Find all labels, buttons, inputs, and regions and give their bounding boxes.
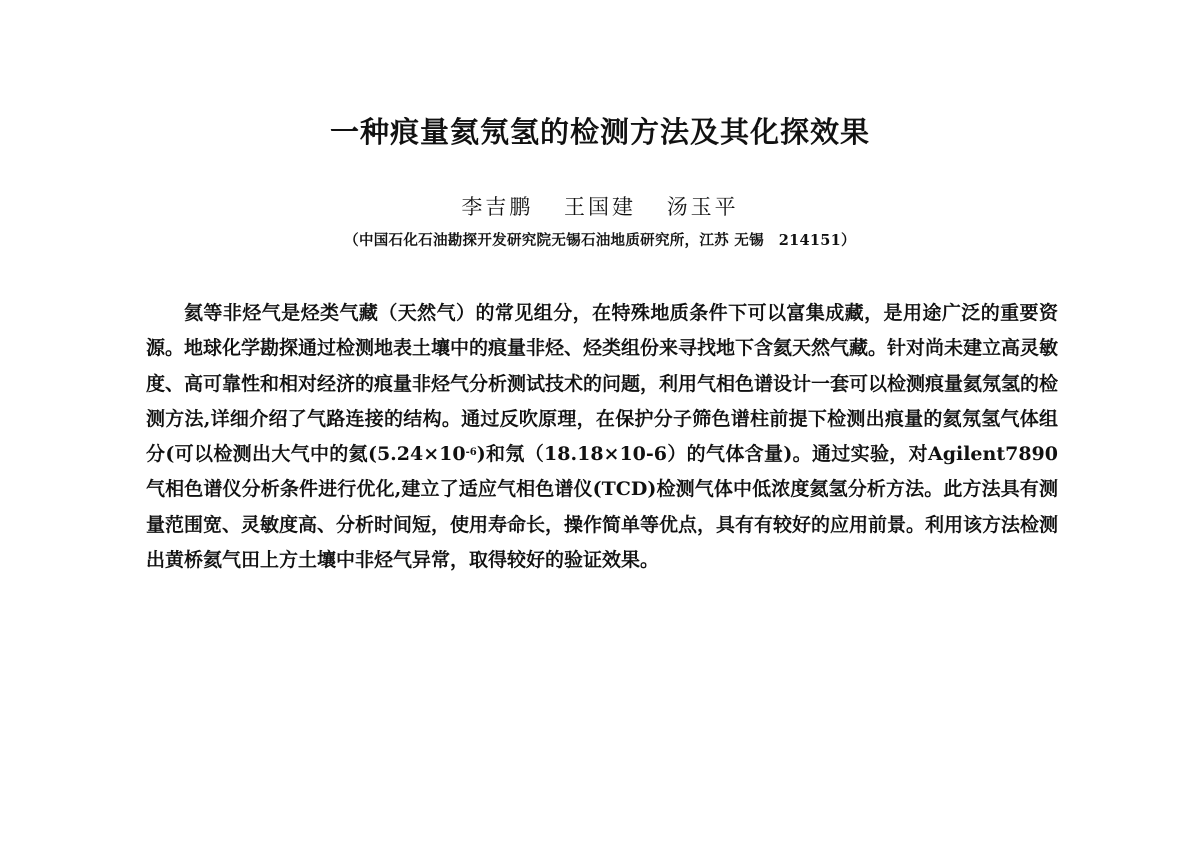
paper-title: 一种痕量氦氖氢的检测方法及其化探效果 <box>329 115 870 149</box>
abstract-text-part-1: 氦等非烃气是烃类气藏（天然气）的常见组分，在特殊地质条件下可以富集成藏，是用途广泛的重要资源。地球化学勘探通过检测地表土壤中的痕量非烃、烃类组份来寻找地下含氦天然气藏。针对尚未建立高灵敏度、高可靠性和相对经济的痕量非烃气分析测试技术的问题，利用气相色谱设计一套可以检测痕量氦氖氢的检测方法,详细介绍了气路连接的结构。通过反吹原理，在保护分子筛色谱柱前提下检测出痕量的氦氖氢气体组分(可以检测出大气中的氦(5.24×10 <box>146 302 1059 466</box>
author-name: 李吉鹏 <box>461 195 534 219</box>
author-name: 汤玉平 <box>666 195 739 219</box>
abstract-text-part-2: )和氖（18.18×10-6）的气体含量)。通过实验，对Agilent7890气相色谱仪分析条件进行优化,建立了适应气相色谱仪(TCD)检测气体中低浓度氦氢分析方法。此方法具有测量范围宽、灵敏度高、分析时间短，使用寿命长，操作简单等优点，具有有较好的应用前景。利用该方法检测出黄桥氦气田上方土壤中非烃气异常，取得较好的验证效果。 <box>146 443 1059 572</box>
author-list <box>0 192 1200 222</box>
author-name: 王国建 <box>564 195 636 219</box>
abstract-paragraph <box>146 296 1058 578</box>
abstract-exponent: -6 <box>465 447 477 459</box>
abstract <box>146 296 1058 578</box>
author-affiliation: （中国石化石油勘探开发研究院无锡石油地质研究所，江苏 无锡 214151） <box>344 232 856 249</box>
